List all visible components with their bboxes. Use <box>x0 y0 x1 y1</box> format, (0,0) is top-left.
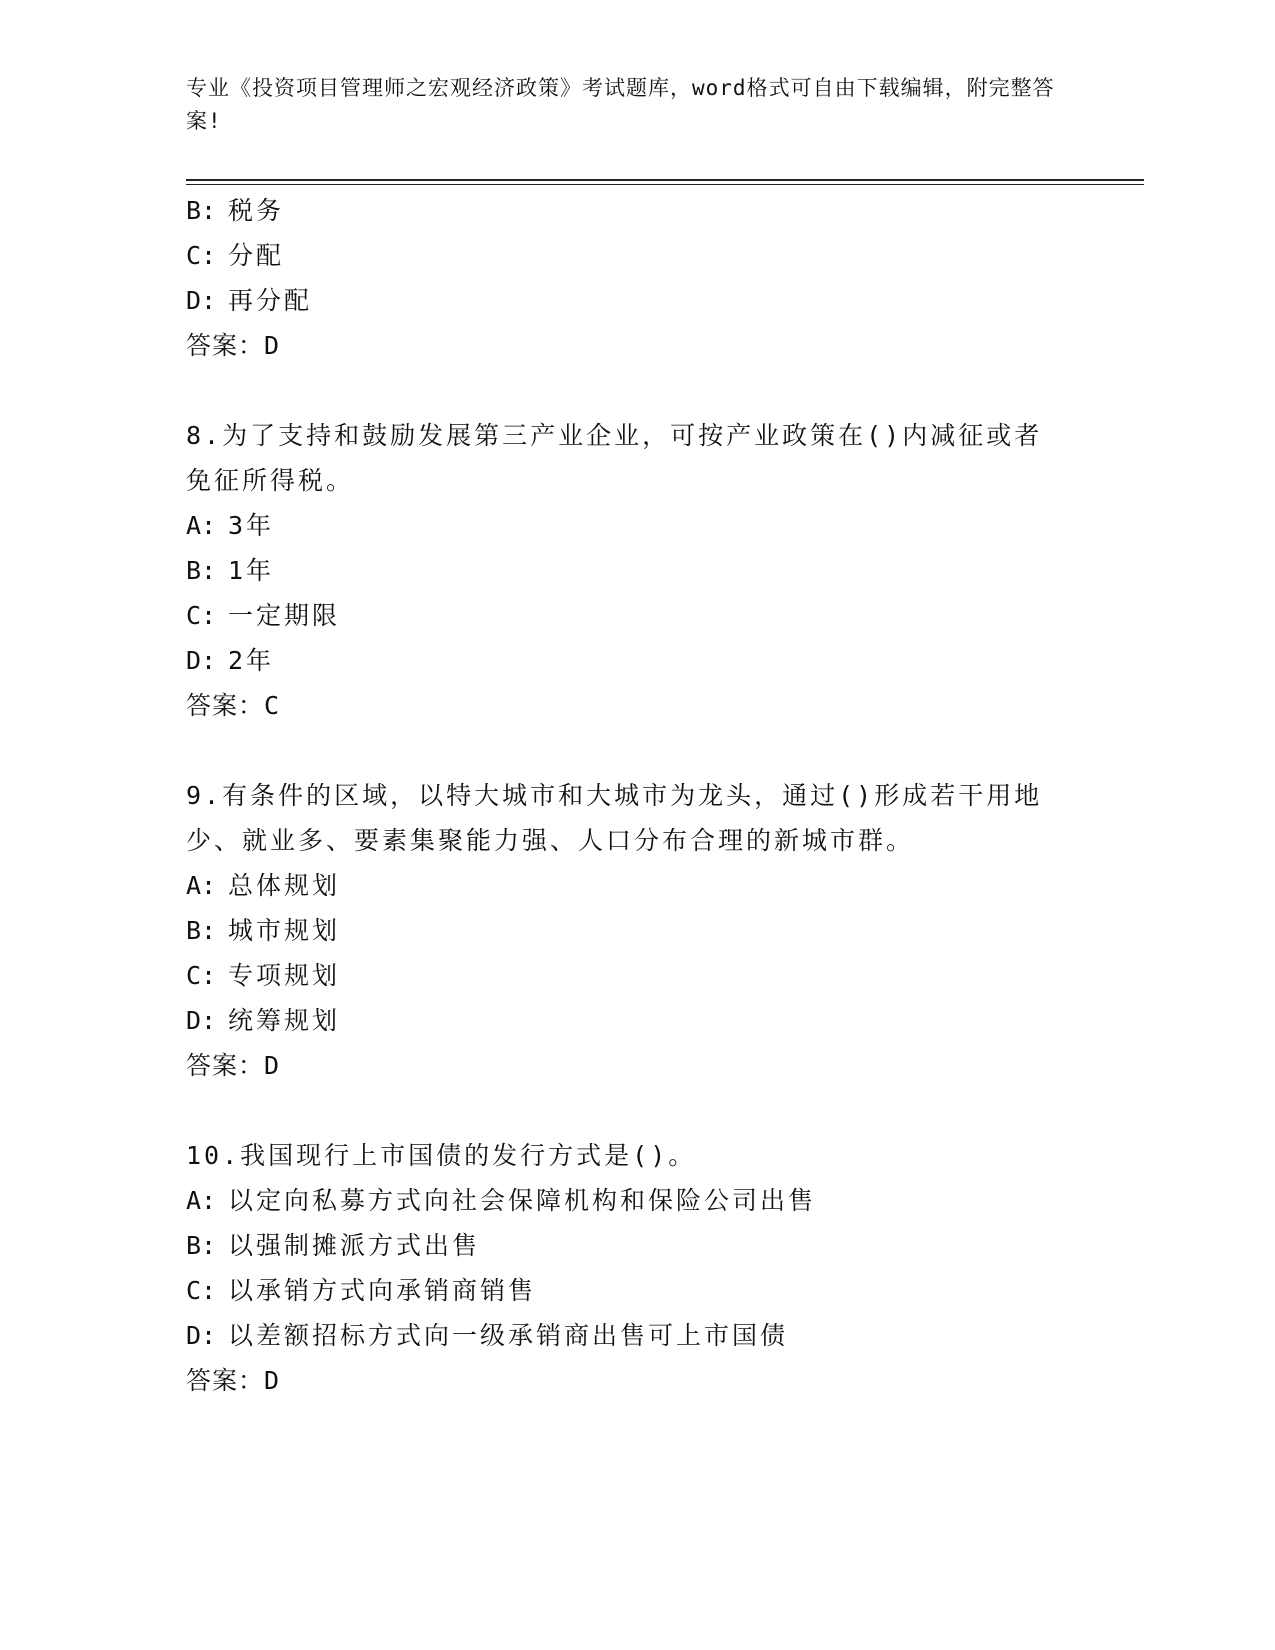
option-letter: C: <box>186 961 217 990</box>
question-stem-line: 少、就业多、要素集聚能力强、人口分布合理的新城市群。 <box>186 826 915 855</box>
spacer <box>186 368 1086 413</box>
option-letter: C: <box>186 601 217 630</box>
option-letter: B: <box>186 196 217 225</box>
question-list <box>186 188 1086 1403</box>
option-letter: A: <box>186 511 217 540</box>
option-text: 3年 <box>228 511 275 540</box>
option-d <box>186 998 1086 1043</box>
question-8 <box>186 413 1086 728</box>
option-letter: D: <box>186 1321 217 1350</box>
spacer <box>186 728 1086 773</box>
option-text: 城市规划 <box>228 916 341 945</box>
option-text: 1年 <box>228 556 275 585</box>
option-text: 2年 <box>228 646 275 675</box>
option-letter: A: <box>186 1186 217 1215</box>
answer-line: 答案：D <box>186 331 281 360</box>
question-9 <box>186 773 1086 1088</box>
option-text: 分配 <box>228 241 285 270</box>
header-divider-thick <box>186 179 1144 181</box>
document-header-intro: 专业《投资项目管理师之宏观经济政策》考试题库，word格式可自由下载编辑，附完整答案! <box>186 76 1055 133</box>
question-stem-line: 9.有条件的区域，以特大城市和大城市为龙头，通过()形成若干用地 <box>186 781 1043 810</box>
option-d <box>186 638 1086 683</box>
option-letter: D: <box>186 646 217 675</box>
option-b <box>186 908 1086 953</box>
option-letter: D: <box>186 286 217 315</box>
option-c <box>186 593 1086 638</box>
option-letter: C: <box>186 241 217 270</box>
option-letter: C: <box>186 1276 217 1305</box>
option-letter: D: <box>186 1006 217 1035</box>
option-b <box>186 188 1086 233</box>
answer-line: 答案：D <box>186 1366 281 1395</box>
option-a <box>186 503 1086 548</box>
option-c <box>186 1268 1086 1313</box>
option-letter: A: <box>186 871 217 900</box>
option-letter: B: <box>186 1231 217 1260</box>
option-b <box>186 1223 1086 1268</box>
option-text: 以承销方式向承销商销售 <box>228 1276 537 1305</box>
option-d <box>186 1313 1086 1358</box>
question-7-tail <box>186 188 1086 368</box>
option-letter: B: <box>186 916 217 945</box>
option-a <box>186 863 1086 908</box>
option-text: 以定向私募方式向社会保障机构和保险公司出售 <box>228 1186 817 1215</box>
question-10 <box>186 1133 1086 1403</box>
option-text: 税务 <box>228 196 285 225</box>
option-d <box>186 278 1086 323</box>
question-stem-line: 免征所得税。 <box>186 466 355 495</box>
answer-line: 答案：D <box>186 1051 281 1080</box>
option-text: 总体规划 <box>228 871 341 900</box>
option-c <box>186 953 1086 998</box>
question-stem-line: 8.为了支持和鼓励发展第三产业企业，可按产业政策在()内减征或者 <box>186 421 1043 450</box>
header-divider-thin <box>186 184 1144 185</box>
option-text: 以差额招标方式向一级承销商出售可上市国债 <box>228 1321 789 1350</box>
option-text: 一定期限 <box>228 601 341 630</box>
option-c <box>186 233 1086 278</box>
option-text: 再分配 <box>228 286 313 315</box>
spacer <box>186 1088 1086 1133</box>
question-stem-line: 10.我国现行上市国债的发行方式是()。 <box>186 1141 697 1170</box>
answer-line: 答案：C <box>186 691 281 720</box>
option-text: 专项规划 <box>228 961 341 990</box>
option-text: 以强制摊派方式出售 <box>228 1231 481 1260</box>
option-b <box>186 548 1086 593</box>
option-a <box>186 1178 1086 1223</box>
option-letter: B: <box>186 556 217 585</box>
option-text: 统筹规划 <box>228 1006 341 1035</box>
